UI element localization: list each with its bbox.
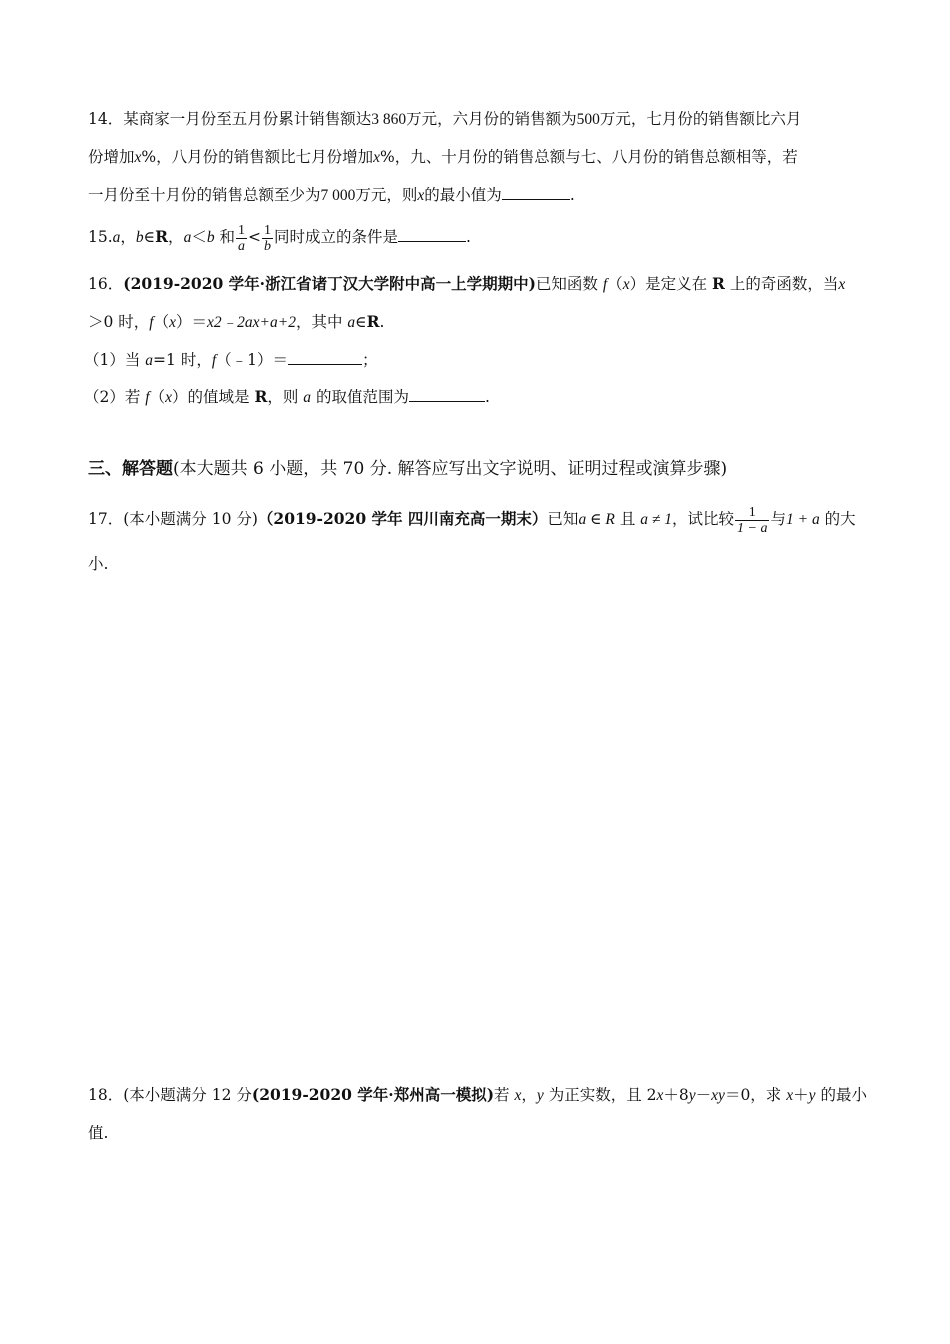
q14-line-1 [88, 108, 801, 131]
q16-var: x [622, 276, 630, 293]
q16-var: f [149, 314, 154, 331]
q15-text: . [466, 228, 471, 246]
q14-text: 的最小值为 [424, 186, 502, 204]
section-title: 三、解答题 [88, 459, 173, 479]
q14-text: 一月份至十月份的销售总额至少为 [88, 186, 321, 204]
q17-text: 小. [88, 555, 109, 573]
q16-text: ∈ [355, 313, 367, 331]
fraction-numerator: 1 [238, 222, 246, 238]
q16-text: ，其中 [295, 313, 348, 331]
q16-text: 已知函数 [535, 275, 603, 293]
q16-part-2 [84, 386, 490, 409]
q18-var: x [656, 1087, 664, 1104]
q15-text: ∈ [143, 228, 156, 246]
q14-line-2 [88, 146, 798, 169]
q16-set-r: R [366, 312, 380, 331]
q16-var: f [145, 389, 150, 406]
q14-line-3 [88, 184, 575, 207]
fraction-denominator: b [264, 238, 272, 254]
fraction-numerator: 1 [264, 222, 272, 238]
question-number: 16． [88, 275, 124, 293]
q14-text: 万元，则 [355, 186, 418, 204]
q16-text: （ [149, 388, 166, 406]
q14-value: 7 000 [320, 187, 356, 204]
q16-var: f [602, 276, 608, 293]
question-number: 18． [88, 1086, 124, 1104]
q16-text: ）的值域是 [172, 388, 255, 406]
answer-blank[interactable] [288, 350, 362, 365]
q16-text: ）是定义在 [629, 275, 713, 293]
question-source: （2019-2020 学年 四川南充高一期末） [257, 509, 548, 528]
q18-var: y [536, 1087, 544, 1104]
q18-text: 为正实数，且 2 [543, 1086, 657, 1104]
q15-line [88, 222, 471, 254]
q16-var: x [169, 314, 177, 331]
fraction-denominator: a [238, 238, 246, 254]
q14-text: 万元，六月份的销售额为 [406, 110, 577, 128]
q18-text: 的最小 [815, 1086, 867, 1104]
q16-var: x [165, 389, 173, 406]
question-number: 17． [88, 510, 124, 528]
q16-line-1 [88, 273, 845, 296]
q18-text: 若 [494, 1086, 515, 1104]
q15-text: ＜ [191, 228, 207, 246]
q14-var: x [373, 149, 381, 166]
q18-text: ＋ [793, 1086, 809, 1104]
q17-line-1 [88, 504, 856, 536]
q15-text: 和 [214, 228, 236, 246]
fraction-1-over-b [262, 223, 273, 254]
q17-math: a ≠ 1 [640, 511, 673, 528]
q16-text: ＞0 时， [88, 313, 150, 331]
q18-line-1 [88, 1084, 867, 1107]
q18-var: y [688, 1087, 696, 1104]
q14-value: 3 860 [371, 111, 407, 128]
q18-var: x [786, 1087, 794, 1104]
q15-var: a [112, 229, 121, 246]
q14-text: %，八月份的销售额比七月份增加 [141, 148, 374, 166]
q14-var: x [417, 187, 425, 204]
q18-line-2 [88, 1122, 108, 1144]
answer-blank[interactable] [502, 185, 570, 200]
q16-text: =1 时， [153, 351, 212, 369]
q17-math: 1 + a [786, 511, 820, 528]
q16-text: ； [362, 351, 378, 369]
fraction-numerator: 1 [735, 505, 769, 521]
q18-text: ＝0，求 [724, 1086, 787, 1104]
fraction-denominator: 1 − a [737, 520, 768, 536]
q18-text: － [695, 1086, 712, 1104]
q16-var: f [211, 352, 217, 369]
q16-var: a [347, 314, 356, 331]
q16-text: （1）当 [84, 351, 146, 369]
question-source: (2019-2020 学年·浙江省诸丁汉大学附中高一上学期期中) [123, 274, 536, 293]
q18-var: x [514, 1087, 522, 1104]
q18-var: y [808, 1087, 816, 1104]
q16-line-2 [88, 311, 384, 334]
answer-blank[interactable] [398, 227, 466, 242]
q16-text: 上的奇函数，当 [724, 275, 839, 293]
q16-var: x [838, 276, 846, 293]
q15-set-r: R [155, 227, 169, 246]
q18-text: 值. [88, 1124, 109, 1142]
q15-var: a [183, 229, 192, 246]
q15-text: 同时成立的条件是 [274, 228, 399, 246]
q15-var: b [135, 229, 144, 246]
q14-text: 万元，七月份的销售额比六月 [599, 110, 802, 128]
q17-text: 的大 [819, 510, 856, 528]
q16-text: （ [153, 313, 170, 331]
q16-set-r: R [712, 274, 725, 293]
q14-text: 14．某商家一月份至五月份累计销售额达 [88, 110, 372, 128]
q17-text: 与 [770, 510, 786, 528]
question-number: 15. [88, 228, 113, 246]
q15-text: ， [120, 228, 136, 246]
q16-expression: x2﹣2ax+a+2 [207, 314, 296, 331]
q15-text: < [248, 228, 262, 246]
q15-var: b [206, 229, 215, 246]
q14-text: . [569, 186, 575, 204]
q16-text: （2）若 [84, 388, 146, 406]
q16-text: . [379, 313, 385, 331]
q18-text: ， [521, 1086, 537, 1104]
fraction-1-over-a [236, 223, 247, 254]
q16-var: a [145, 352, 154, 369]
q17-text: 且 [614, 510, 641, 528]
question-score: (本小题满分 10 分) [123, 510, 258, 528]
q16-text: . [484, 388, 490, 406]
question-score: (本小题满分 12 分 [123, 1086, 252, 1104]
q16-text: （ [607, 275, 623, 293]
q17-text: 已知 [547, 510, 579, 528]
answer-blank[interactable] [409, 387, 485, 402]
q16-set-r: R [254, 387, 268, 406]
section-heading [88, 458, 727, 480]
q14-value: 500 [576, 111, 600, 128]
q17-math: a ∈ R [578, 511, 615, 528]
q16-text: ，则 [267, 388, 304, 406]
q14-text: 份增加 [88, 148, 135, 166]
q16-part-1 [84, 349, 378, 372]
q17-line-2 [88, 553, 108, 575]
section-note: (本大题共 6 小题，共 70 分. 解答应写出文字说明、证明过程或演算步骤) [173, 459, 728, 479]
q16-var: a [303, 389, 312, 406]
q16-text: ）＝ [176, 313, 208, 331]
q14-var: x [134, 149, 142, 166]
q18-var: xy [711, 1087, 725, 1104]
fraction-1-over-1-minus-a [735, 505, 769, 536]
q14-text: %，九、十月份的销售总额与七、八月份的销售总额相等，若 [380, 148, 798, 166]
q16-text: 的取值范围为 [311, 388, 409, 406]
q16-text: （﹣1）＝ [216, 351, 289, 369]
question-source: (2019-2020 学年·郑州高一模拟) [251, 1085, 495, 1104]
q18-text: ＋8 [663, 1086, 689, 1104]
q17-text: ，试比较 [672, 510, 735, 528]
q15-text: ， [168, 228, 184, 246]
